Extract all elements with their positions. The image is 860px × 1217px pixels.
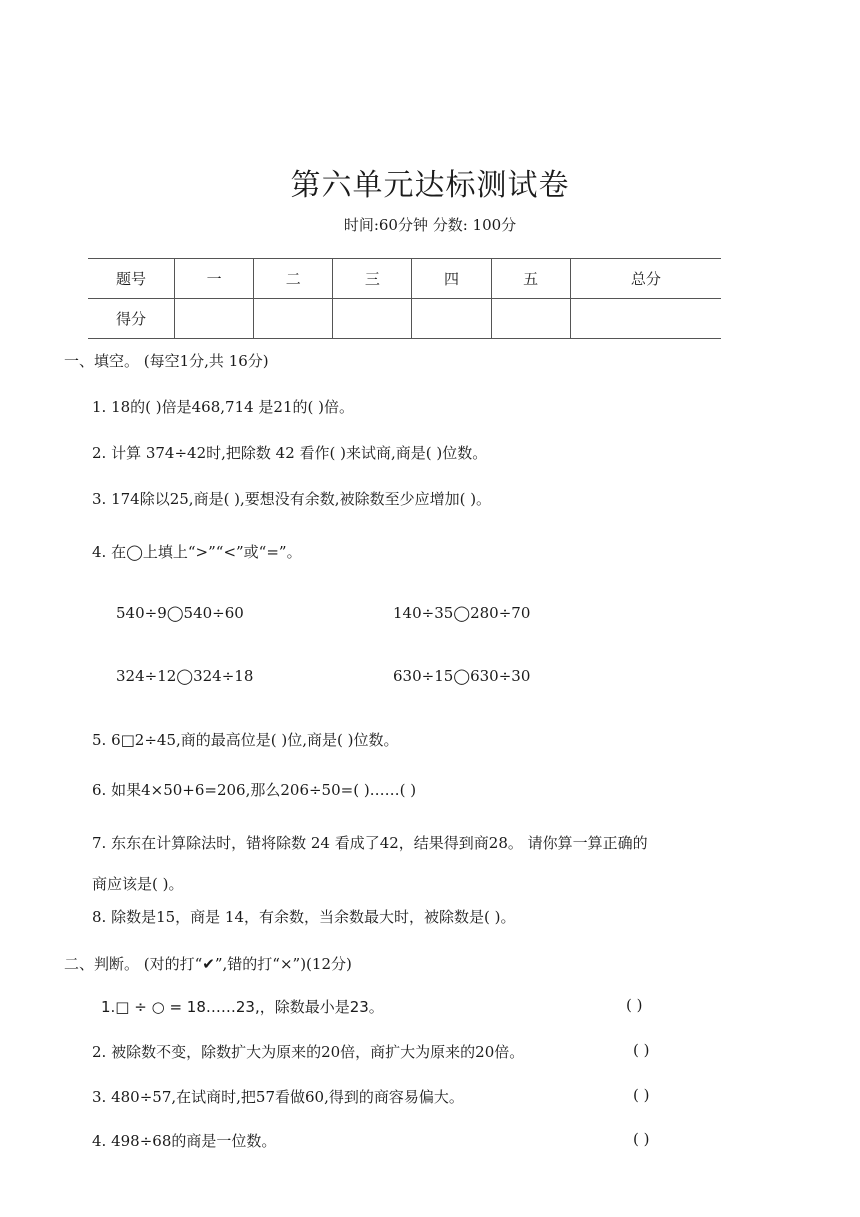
answer-blank[interactable]: ( ) [633, 1130, 650, 1148]
answer-blank[interactable]: ( ) [633, 1041, 650, 1059]
comparison-item: 630÷15◯630÷30 [393, 667, 531, 685]
row-label-cell: 得分 [88, 299, 175, 339]
question: 7. 东东在计算除法时，错将除数 24 看成了42，结果得到商28。 请你算一算正确的 [92, 834, 648, 852]
judge-question: 3. 480÷57,在试商时,把57看做60,得到的商容易偏大。 [92, 1088, 464, 1106]
score-cell[interactable] [254, 299, 333, 339]
score-cell[interactable] [570, 299, 721, 339]
header-cell: 一 [175, 259, 254, 299]
judge-question: 1.□ ÷ ○ = 18……23,，除数最小是23。 [101, 998, 384, 1016]
question: 8. 除数是15，商是 14，有余数，当余数最大时，被除数是( )。 [92, 908, 516, 926]
exam-info: 时间:60分钟 分数: 100分 [343, 216, 517, 234]
section2-heading: 二、判断。 (对的打“✔”,错的打“×”)(12分) [64, 955, 352, 973]
header-cell: 总分 [570, 259, 721, 299]
question: 4. 在◯上填上“>”“<”或“=”。 [92, 543, 302, 561]
comparison-item: 140÷35◯280÷70 [393, 604, 531, 622]
question: 3. 174除以25,商是( ),要想没有余数,被除数至少应增加( )。 [92, 490, 492, 508]
score-cell[interactable] [333, 299, 412, 339]
question: 2. 计算 374÷42时,把除数 42 看作( )来试商,商是( )位数。 [92, 444, 488, 462]
question: 6. 如果4×50+6=206,那么206÷50=( )……( ) [92, 781, 417, 799]
section1-heading: 一、填空。 (每空1分,共 16分) [64, 352, 269, 370]
comparison-item: 540÷9◯540÷60 [116, 604, 244, 622]
header-cell: 题号 [88, 259, 175, 299]
question: 1. 18的( )倍是468,714 是21的( )倍。 [92, 398, 354, 416]
page-title: 第六单元达标测试卷 [290, 168, 570, 203]
score-cell[interactable] [175, 299, 254, 339]
answer-blank[interactable]: ( ) [626, 996, 643, 1014]
question: 5. 6□2÷45,商的最高位是( )位,商是( )位数。 [92, 731, 399, 749]
comparison-item: 324÷12◯324÷18 [116, 667, 254, 685]
header-cell: 四 [412, 259, 491, 299]
score-table [88, 258, 721, 339]
score-cell[interactable] [412, 299, 491, 339]
header-cell: 五 [491, 259, 570, 299]
judge-question: 4. 498÷68的商是一位数。 [92, 1132, 277, 1150]
score-table-score-row [88, 299, 721, 339]
question-continuation: 商应该是( )。 [92, 875, 184, 893]
score-cell[interactable] [491, 299, 570, 339]
header-cell: 二 [254, 259, 333, 299]
header-cell: 三 [333, 259, 412, 299]
judge-question: 2. 被除数不变，除数扩大为原来的20倍，商扩大为原来的20倍。 [92, 1043, 525, 1061]
score-table-header-row [88, 259, 721, 299]
answer-blank[interactable]: ( ) [633, 1086, 650, 1104]
